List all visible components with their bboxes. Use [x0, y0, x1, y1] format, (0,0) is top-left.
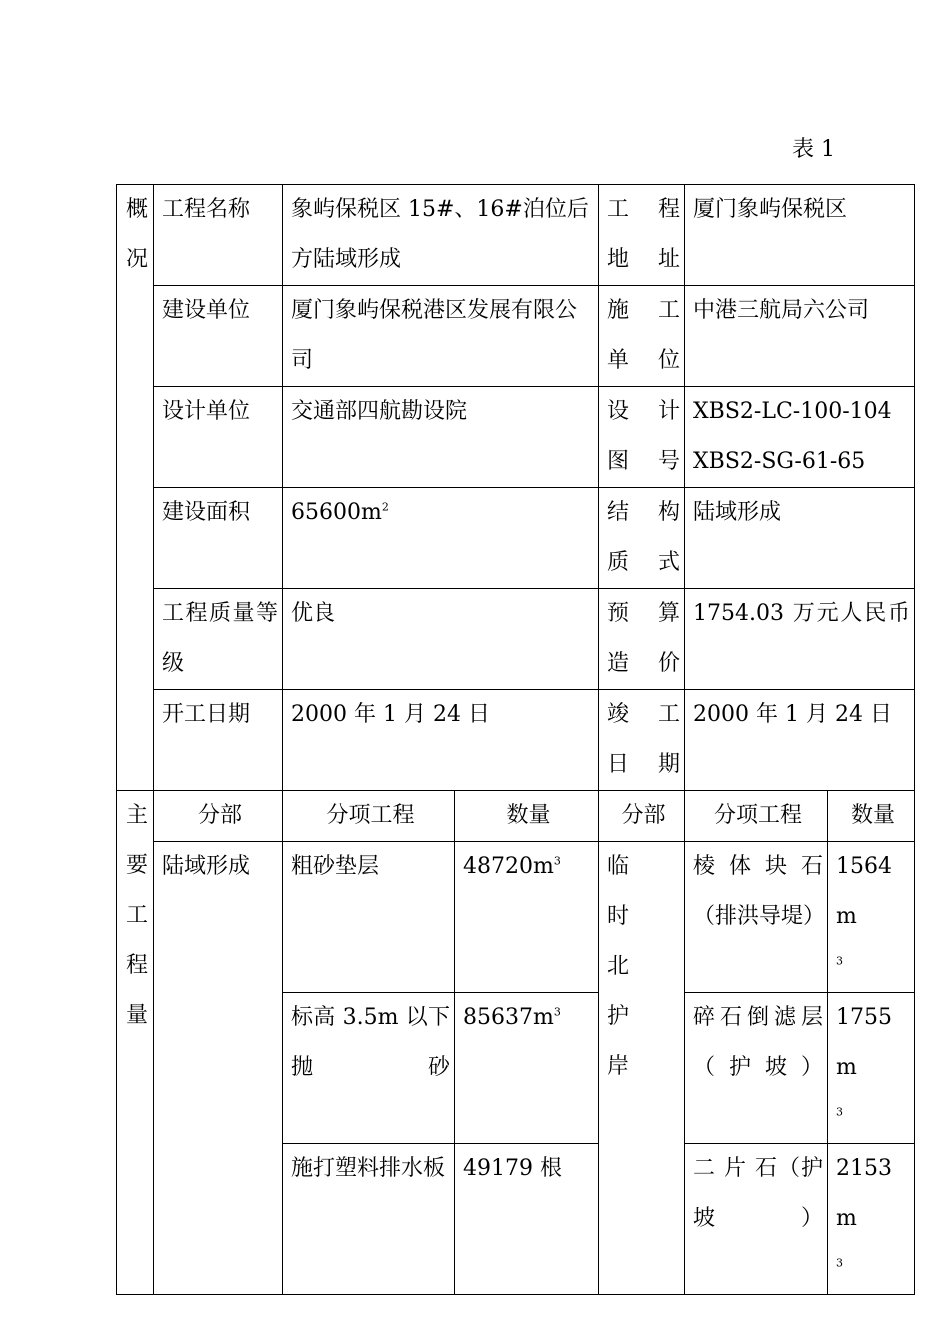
budget-label: 预 算 造价	[599, 589, 685, 690]
qty-rubble-stone	[828, 1144, 915, 1295]
quality-label: 工程质量等级	[154, 589, 283, 690]
start-date-value: 2000 年 1 月 24 日	[283, 690, 599, 791]
area-value	[283, 488, 599, 589]
item-coarse-sand: 粗砂垫层	[283, 842, 455, 993]
qty-sand-fill	[455, 993, 599, 1144]
area-unit-sup: 2	[381, 500, 389, 514]
designer-label: 设计单位	[154, 387, 283, 488]
item-drain-board: 施打塑料排水板	[283, 1144, 455, 1295]
qty-unit-sup: 3	[553, 854, 561, 868]
qty-unit-sup: 3	[836, 1256, 844, 1270]
qty-coarse-sand	[455, 842, 599, 993]
owner-value: 厦门象屿保税港区发展有限公司	[283, 286, 599, 387]
overview-label-char: 况	[125, 247, 148, 272]
drawing-no-label: 设 计 图号	[599, 387, 685, 488]
project-address-label: 工 程 地址	[599, 185, 685, 286]
qty-number: 49179 根	[463, 1156, 562, 1181]
right-division-char: 北	[607, 954, 630, 979]
drawing-no-value: XBS2-LC-100-104 XBS2-SG-61-65	[685, 387, 915, 488]
header-quantity: 数量	[455, 791, 599, 842]
completion-date-value: 2000 年 1 月 24 日	[685, 690, 915, 791]
structure-value: 陆域形成	[685, 488, 915, 589]
left-division: 陆域形成	[154, 842, 283, 1295]
qty-number: 1755m	[836, 1005, 893, 1080]
qty-number: 48720m	[463, 854, 554, 879]
contractor-label: 施 工 单位	[599, 286, 685, 387]
qty-number: 85637m	[463, 1005, 554, 1030]
right-division-char: 临	[607, 854, 630, 879]
header-division: 分部	[154, 791, 283, 842]
project-name-label: 工程名称	[154, 185, 283, 286]
item-sand-fill: 标高 3.5m 以下抛砂	[283, 993, 455, 1144]
owner-label: 建设单位	[154, 286, 283, 387]
header-quantity-2: 数量	[828, 791, 915, 842]
qty-unit-sup: 3	[836, 954, 844, 968]
quantities-label-char: 量	[125, 1003, 148, 1028]
qty-number: 1564m	[836, 854, 893, 929]
quantities-label-char: 要	[125, 853, 148, 878]
completion-date-label: 竣 工 日期	[599, 690, 685, 791]
header-division-2: 分部	[599, 791, 685, 842]
item-prism-stone: 棱体块石（排洪导堤）	[685, 842, 828, 993]
qty-drain-board	[455, 1144, 599, 1295]
header-item-2: 分项工程	[685, 791, 828, 842]
contractor-value: 中港三航局六公司	[685, 286, 915, 387]
project-address-value: 厦门象屿保税区	[685, 185, 915, 286]
project-overview-table	[116, 184, 915, 1295]
quality-value: 优良	[283, 589, 599, 690]
designer-value: 交通部四航勘设院	[283, 387, 599, 488]
qty-unit-sup: 3	[836, 1105, 844, 1119]
right-division-char: 岸	[607, 1054, 630, 1079]
quantities-label-char: 工	[125, 903, 148, 928]
qty-number: 2153m	[836, 1156, 893, 1231]
area-label: 建设面积	[154, 488, 283, 589]
item-gravel-filter: 碎石倒滤层（护坡）	[685, 993, 828, 1144]
header-item: 分项工程	[283, 791, 455, 842]
project-name-value: 象屿保税区 15#、16#泊位后方陆域形成	[283, 185, 599, 286]
structure-label: 结 构 质式	[599, 488, 685, 589]
qty-unit-sup: 3	[553, 1005, 561, 1019]
table-label: 表 1	[792, 137, 835, 162]
qty-prism-stone	[828, 842, 915, 993]
right-division	[599, 842, 685, 1295]
right-division-char: 护	[607, 1004, 630, 1029]
quantities-label-char: 主	[125, 803, 148, 828]
qty-gravel-filter	[828, 993, 915, 1144]
right-division-char: 时	[607, 904, 630, 929]
quantities-section-label	[117, 791, 154, 1295]
quantities-label-char: 程	[125, 953, 148, 978]
area-number: 65600m	[291, 500, 382, 525]
start-date-label: 开工日期	[154, 690, 283, 791]
budget-value: 1754.03 万元人民币	[685, 589, 915, 690]
overview-label-char: 概	[125, 197, 148, 222]
overview-section-label	[117, 185, 154, 791]
item-rubble-stone: 二 片 石（护坡）	[685, 1144, 828, 1295]
